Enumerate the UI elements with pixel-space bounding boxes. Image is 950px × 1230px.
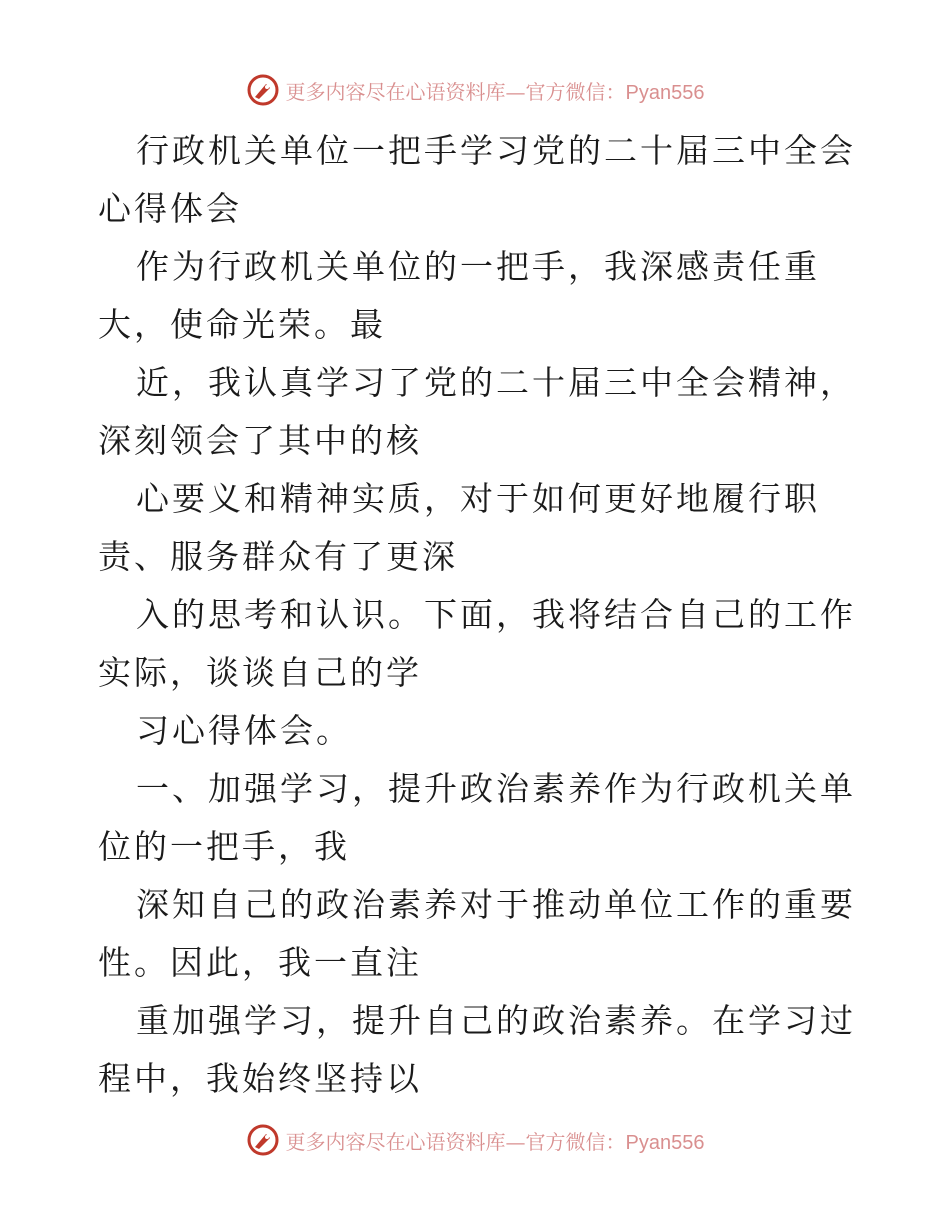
paragraph: 深知自己的政治素养对于推动单位工作的重要性。因此，我一直注 xyxy=(98,885,856,982)
footer-banner-cn: 更多内容尽在心语资料库—官方微信： xyxy=(285,1129,626,1154)
paragraph: 作为行政机关单位的一把手，我深感责任重大，使命光荣。最 xyxy=(98,247,820,344)
header-banner-text xyxy=(286,76,705,105)
paragraph: 近，我认真学习了党的二十届三中全会精神，深刻领会了其中的核 xyxy=(98,363,856,460)
paragraph: 心要义和精神实质，对于如何更好地履行职责、服务群众有了更深 xyxy=(98,479,820,576)
document-title: 行政机关单位一把手学习党的二十届三中全会心得体会 xyxy=(98,131,856,228)
paragraph: 入的思考和认识。下面，我将结合自己的工作实际，谈谈自己的学 xyxy=(98,595,856,692)
document-body xyxy=(98,122,858,1108)
header-banner xyxy=(0,70,950,110)
section-heading: 一、加强学习，提升政治素养作为行政机关单位的一把手，我 xyxy=(98,769,856,866)
header-banner-wechat-id: Pyan556 xyxy=(625,81,705,104)
paragraph: 重加强学习，提升自己的政治素养。在学习过程中，我始终坚持以 xyxy=(98,1001,856,1098)
pen-nib-logo-icon xyxy=(246,73,280,107)
footer-banner-text xyxy=(286,1126,705,1155)
footer-banner xyxy=(0,1120,950,1160)
paragraph: 习心得体会。 xyxy=(136,711,352,750)
pen-nib-logo-icon xyxy=(246,1123,280,1157)
header-banner-cn: 更多内容尽在心语资料库—官方微信： xyxy=(285,79,626,104)
footer-banner-wechat-id: Pyan556 xyxy=(625,1131,705,1154)
